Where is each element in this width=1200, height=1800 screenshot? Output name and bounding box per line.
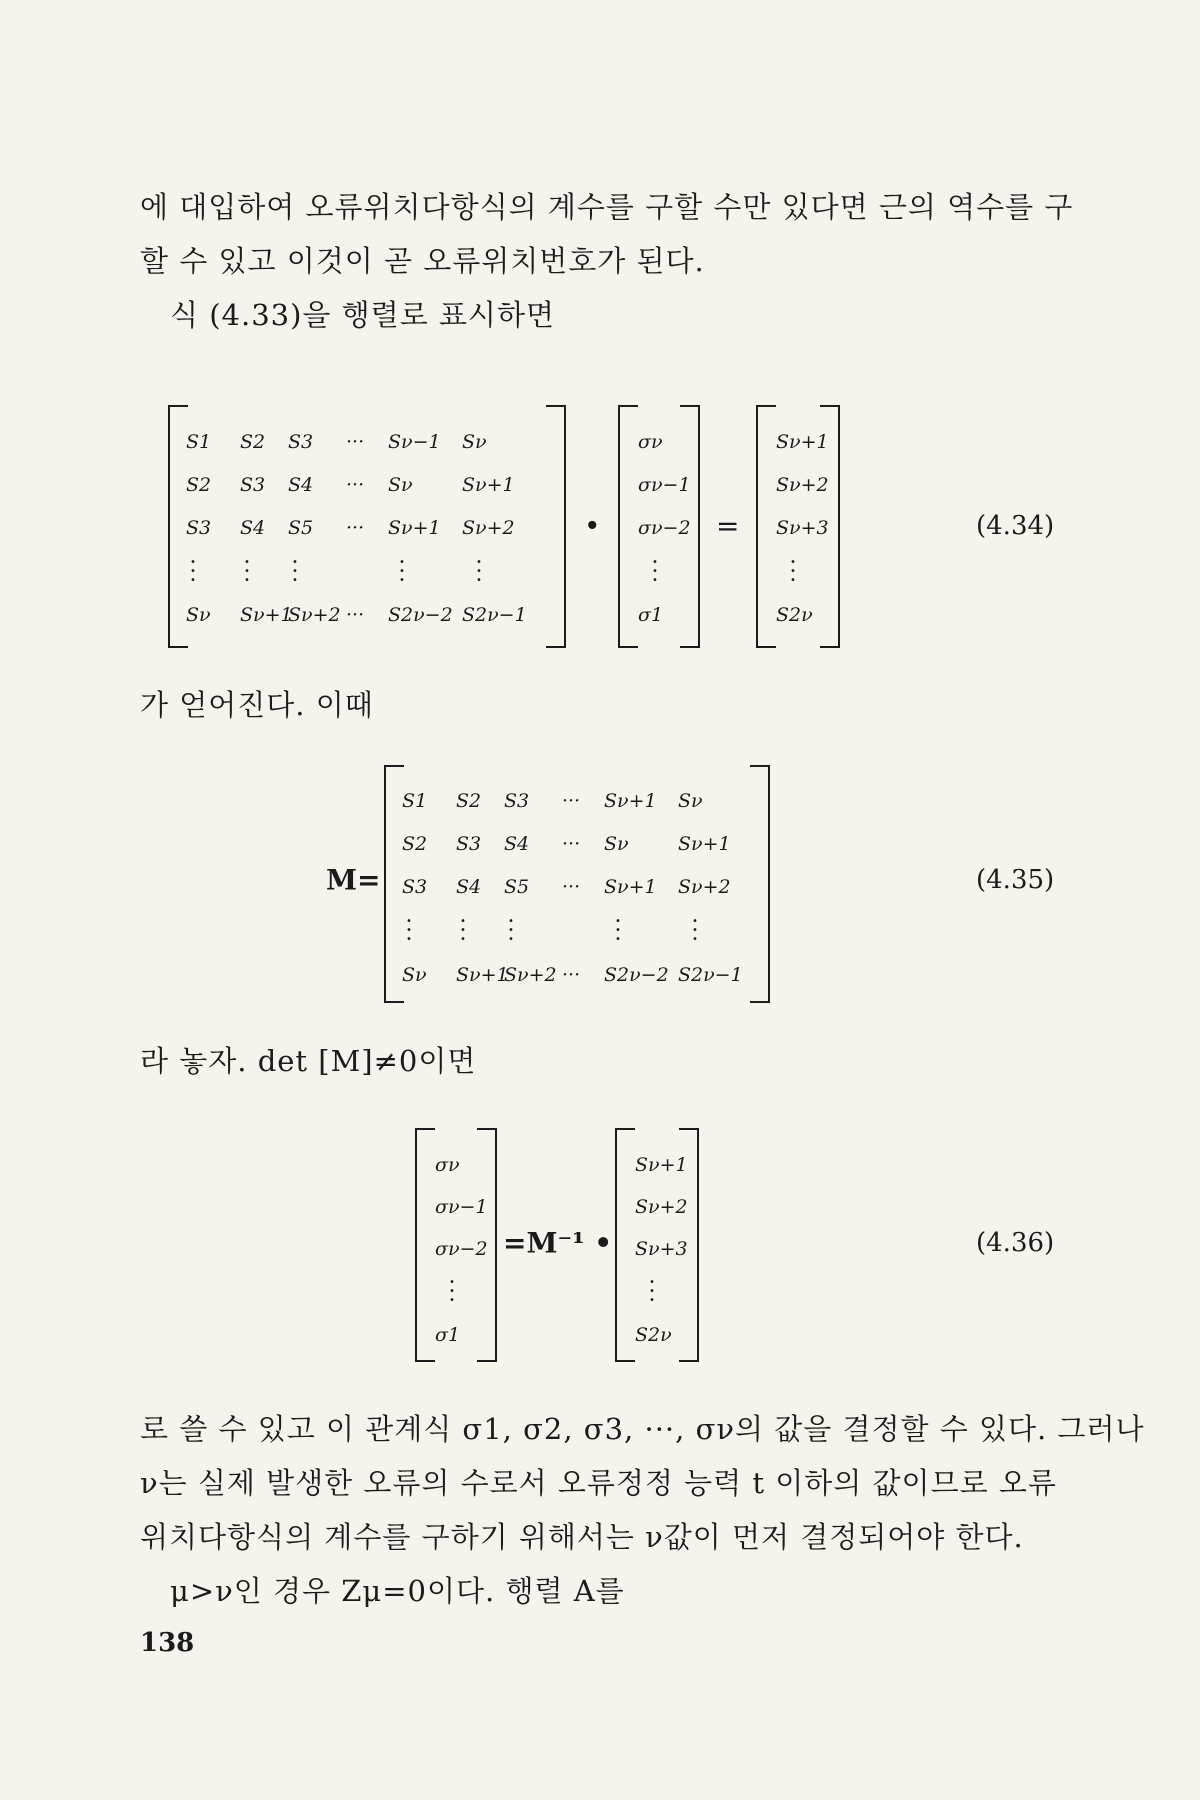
matrix-entry: Sν+1 <box>604 790 657 812</box>
paragraph-then <box>140 678 1080 732</box>
matrix-entry: S2ν−2 <box>388 604 453 626</box>
vertical-ellipsis <box>474 559 484 586</box>
matrix-entry: Sν+3 <box>635 1238 688 1260</box>
syndrome-matrix <box>168 405 566 648</box>
matrix-entry: S3 <box>456 833 482 855</box>
vertical-ellipsis <box>397 559 407 586</box>
m-matrix <box>384 765 770 1003</box>
matrix-entry: S5 <box>504 876 530 898</box>
vertical-ellipsis <box>447 1279 457 1306</box>
matrix-entry: Sν+2 <box>635 1196 688 1218</box>
matrix-entry: Sν+2 <box>462 517 515 539</box>
matrix-entry: Sν+1 <box>604 876 657 898</box>
matrix-entry: Sν+2 <box>776 474 829 496</box>
matrix-entry: S1 <box>186 431 212 453</box>
text-line: 라 놓자. det [M]≠0이면 <box>140 1044 477 1078</box>
matrix-entry: Sν+2 <box>288 604 341 626</box>
matrix-entry: S2ν−2 <box>604 964 669 986</box>
vertical-ellipsis <box>650 559 660 586</box>
matrix-entry: S4 <box>504 833 530 855</box>
matrix-entry: S3 <box>186 517 212 539</box>
matrix-entry: S2ν <box>635 1324 672 1346</box>
matrix-entry: S2 <box>186 474 212 496</box>
vertical-ellipsis <box>290 559 300 586</box>
text-line: μ>ν인 경우 Zμ=0이다. 행렬 A를 <box>170 1574 625 1608</box>
sigma-vector <box>415 1128 497 1362</box>
vertical-ellipsis <box>188 559 198 586</box>
text-line: 가 얻어진다. 이때 <box>140 688 374 722</box>
matrix-entry: Sν+1 <box>388 517 441 539</box>
matrix-entry: Sν+2 <box>504 964 557 986</box>
text-line: 로 쓸 수 있고 이 관계식 σ1, σ2, σ3, ···, σν의 값을 결정할 수 있다. 그러나 <box>140 1412 1145 1446</box>
matrix-entry: S5 <box>288 517 314 539</box>
matrix-entry: σν−2 <box>435 1238 488 1260</box>
vertical-ellipsis <box>506 918 516 945</box>
matrix-entry: σν−1 <box>435 1196 488 1218</box>
matrix-entry: S4 <box>240 517 266 539</box>
paragraph-conclusion <box>140 1402 1145 1618</box>
matrix-entry: Sν+1 <box>462 474 515 496</box>
sigma-vector <box>618 405 700 648</box>
matrix-entry: Sν <box>402 964 427 986</box>
matrix-entry: Sν+1 <box>776 431 829 453</box>
vertical-ellipsis <box>613 918 623 945</box>
matrix-entry: S4 <box>288 474 314 496</box>
vertical-ellipsis <box>242 559 252 586</box>
matrix-entry: Sν+1 <box>635 1154 688 1176</box>
equation-number: (4.35) <box>976 865 1055 895</box>
matrix-entry: ··· <box>346 604 365 626</box>
matrix-entry: Sν <box>462 431 487 453</box>
matrix-entry: ··· <box>346 431 365 453</box>
vertical-ellipsis <box>788 559 798 586</box>
matrix-entry: S2 <box>240 431 266 453</box>
paragraph-intro <box>140 180 1080 342</box>
matrix-entry: ··· <box>562 833 581 855</box>
inverse-matrix-product: =M⁻¹ • <box>503 1226 613 1260</box>
matrix-entry: σν <box>638 431 663 453</box>
matrix-entry: Sν+1 <box>678 833 731 855</box>
matrix-entry: Sν+2 <box>678 876 731 898</box>
matrix-entry: ··· <box>346 474 365 496</box>
matrix-entry: Sν+1 <box>456 964 509 986</box>
paragraph-det <box>140 1034 1080 1088</box>
vertical-ellipsis <box>404 918 414 945</box>
matrix-entry: S1 <box>402 790 428 812</box>
text-line: 식 (4.33)을 행렬로 표시하면 <box>170 298 555 332</box>
matrix-entry: Sν−1 <box>388 431 441 453</box>
matrix-label: M= <box>326 863 381 897</box>
equation-number: (4.34) <box>976 511 1055 541</box>
matrix-entry: σ1 <box>638 604 664 626</box>
vertical-ellipsis <box>458 918 468 945</box>
matrix-entry: ··· <box>562 876 581 898</box>
matrix-entry: ··· <box>562 790 581 812</box>
matrix-entry: Sν <box>604 833 629 855</box>
matrix-entry: Sν <box>678 790 703 812</box>
matrix-entry: S4 <box>456 876 482 898</box>
matrix-entry: S2ν−1 <box>678 964 743 986</box>
matrix-entry: S2ν <box>776 604 813 626</box>
vertical-ellipsis <box>690 918 700 945</box>
vertical-ellipsis <box>647 1279 657 1306</box>
matrix-entry: Sν+1 <box>240 604 293 626</box>
syndrome-vector <box>615 1128 699 1362</box>
equals-sign: = <box>716 509 740 543</box>
equation-number: (4.36) <box>976 1228 1055 1258</box>
text-line: ν는 실제 발생한 오류의 수로서 오류정정 능력 t 이하의 값이므로 오류 <box>140 1466 1057 1500</box>
text-line: 위치다항식의 계수를 구하기 위해서는 ν값이 먼저 결정되어야 한다. <box>140 1520 1024 1554</box>
matrix-entry: S2ν−1 <box>462 604 527 626</box>
matrix-entry: Sν <box>388 474 413 496</box>
matrix-entry: Sν+3 <box>776 517 829 539</box>
matrix-entry: σν−2 <box>638 517 691 539</box>
page-number: 138 <box>140 1628 195 1658</box>
matrix-entry: S3 <box>504 790 530 812</box>
matrix-entry: σ1 <box>435 1324 461 1346</box>
matrix-entry: σν <box>435 1154 460 1176</box>
matrix-entry: ··· <box>562 964 581 986</box>
text-line: 할 수 있고 이것이 곧 오류위치번호가 된다. <box>140 244 705 278</box>
matrix-entry: σν−1 <box>638 474 691 496</box>
matrix-entry: S2 <box>402 833 428 855</box>
dot-operator: • <box>584 509 601 543</box>
matrix-entry: S3 <box>402 876 428 898</box>
syndrome-vector <box>756 405 840 648</box>
matrix-entry: S3 <box>240 474 266 496</box>
matrix-entry: S3 <box>288 431 314 453</box>
matrix-entry: Sν <box>186 604 211 626</box>
matrix-entry: S2 <box>456 790 482 812</box>
text-line: 에 대입하여 오류위치다항식의 계수를 구할 수만 있다면 근의 역수를 구 <box>140 190 1074 224</box>
matrix-entry: ··· <box>346 517 365 539</box>
